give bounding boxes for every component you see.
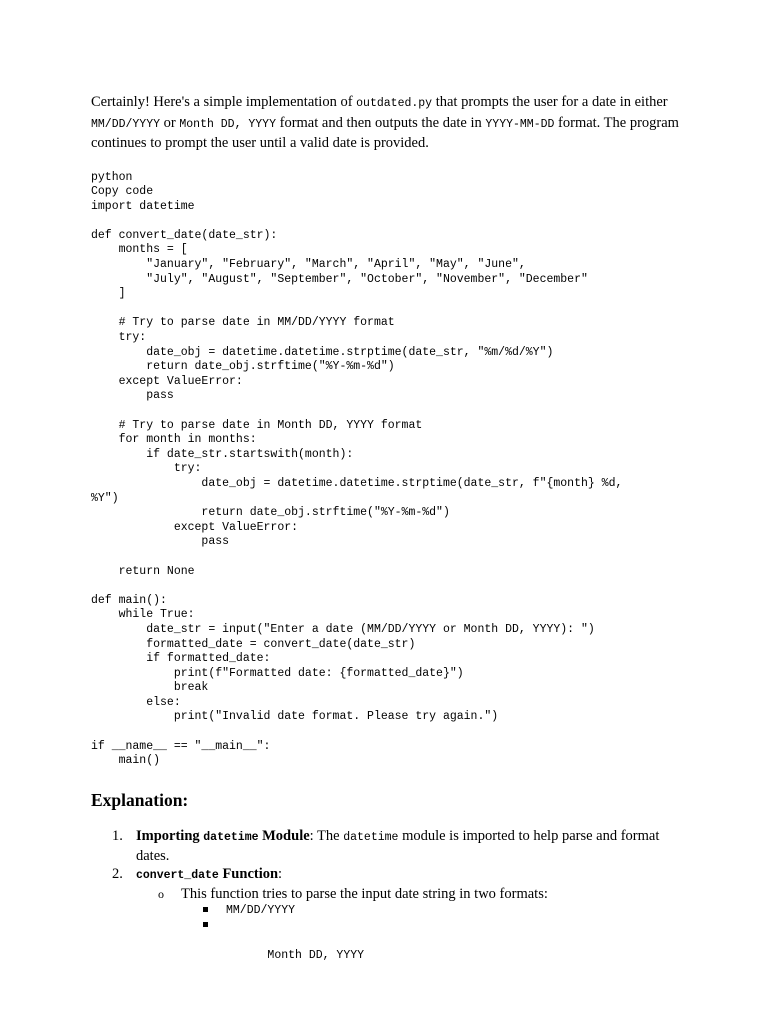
item-text: : The	[309, 827, 344, 844]
square-bullet-icon	[203, 922, 208, 927]
intro-text-2: that prompts the user for a date in either	[432, 94, 668, 110]
intro-text-5: format. The program continues to prompt the user until a valid date is provided.	[91, 114, 679, 151]
intro-text-1: Certainly! Here's a simple implementation of	[91, 94, 357, 110]
item-text: :	[278, 865, 283, 882]
list-number: 1.	[112, 827, 123, 844]
inline-code-format-1: MM/DD/YYYY	[91, 117, 161, 131]
explanation-list	[91, 827, 691, 978]
code-block: python Copy code import datetime def convert_date(date_str): months = [ "January", "February", "March", "April", "May", "June", "July", "August", "September", "October", "November", "December" ] # Try to parse date in MM/DD/YYYY format try: date_obj = datetime.datetime.strptime(date_str, "%m/%d/%Y") return date_obj.strftime("%Y-%m-%d") except ValueError: pass # Try to parse date in Month DD, YYYY format for month in months: if date_str.startswith(month): try: date_obj = datetime.datetime.strptime(date_str, f"{month} %d, %Y") return date_obj.strftime("%Y-%m-%d") except ValueError: pass return None def main(): while True: date_str = input("Enter a date (MM/DD/YYYY or Month DD, YYYY): ") formatted_date = convert_date(date_str) if formatted_date: print(f"Formatted date: {formatted_date}") break else: print("Invalid date format. Please try again.") if __name__ == "__main__": main()	[91, 170, 623, 768]
circle-bullet-icon: o	[158, 886, 164, 901]
intro-text-4: format and then outputs the date in	[275, 114, 486, 131]
sub-list-item	[91, 885, 691, 903]
list-item	[91, 827, 691, 865]
format-item	[91, 903, 691, 918]
square-bullet-icon	[203, 907, 208, 912]
document-page	[91, 93, 691, 978]
inline-code-filename: outdated.py	[356, 97, 433, 110]
item-text: module is imported to help parse and format dates.	[136, 827, 660, 864]
list-item	[91, 865, 691, 885]
inline-code-format-3: YYYY-MM-DD	[485, 117, 555, 131]
sub-item-text: This function tries to parse the input date string in two formats:	[181, 885, 548, 902]
format-text: MM/DD/YYYY	[226, 903, 296, 917]
inline-code-format-2: Month DD, YYYY	[179, 117, 276, 131]
intro-paragraph	[91, 93, 691, 153]
inline-code: datetime	[343, 830, 399, 844]
format-item	[91, 918, 691, 978]
intro-text-3: or	[160, 114, 180, 131]
item-bold-label: convert_date Function	[136, 865, 279, 882]
list-number: 2.	[112, 865, 123, 882]
format-text: Month DD, YYYY	[267, 948, 365, 962]
item-bold-label: Importing datetime Module	[136, 827, 310, 844]
explanation-heading: Explanation:	[91, 789, 189, 810]
